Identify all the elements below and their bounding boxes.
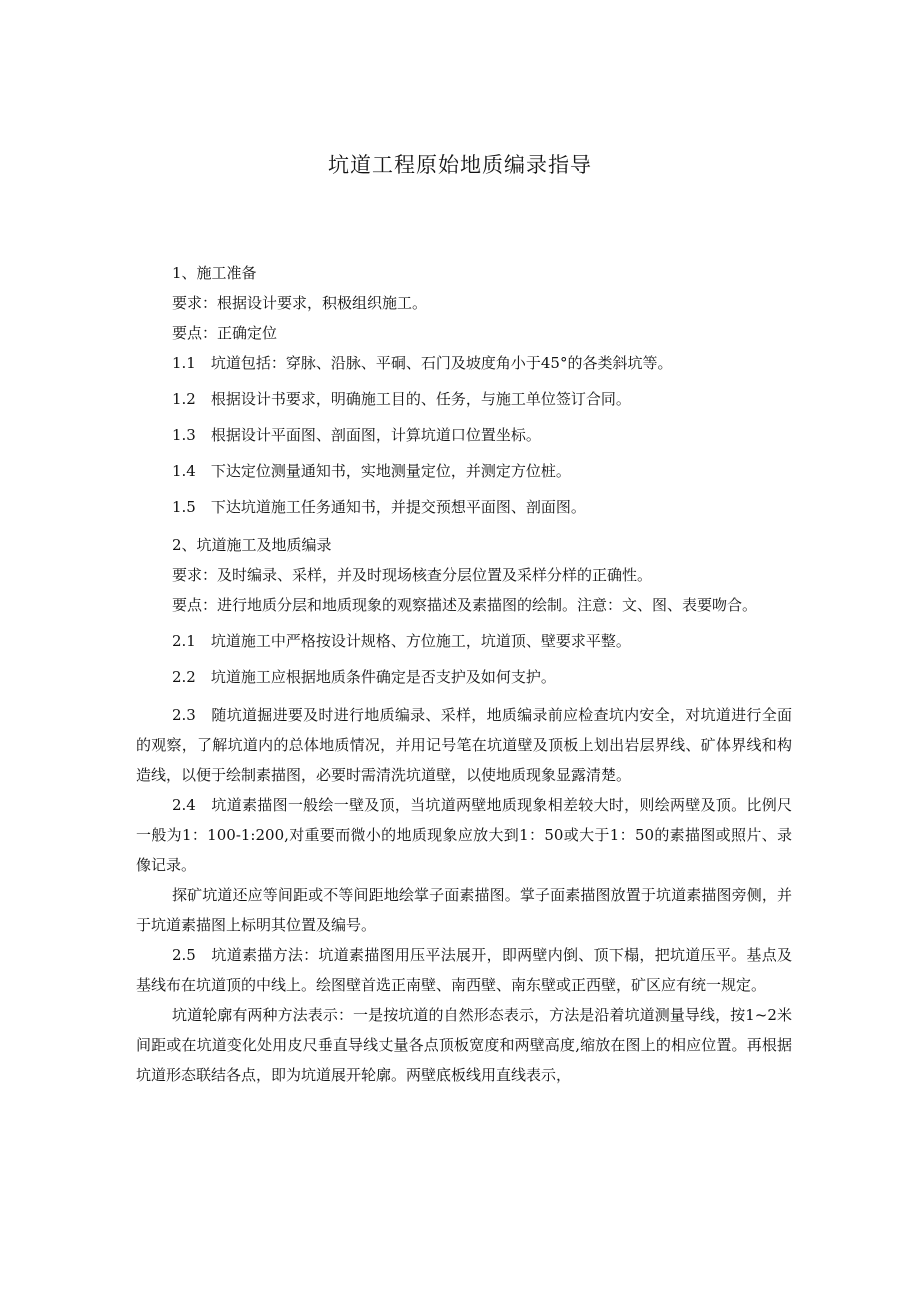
list-item: 1.2 根据设计书要求，明确施工目的、任务，与施工单位签订合同。 (172, 390, 631, 408)
paragraph: 要点：进行地质分层和地质现象的观察描述及素描图的绘制。注意：文、图、表要吻合。 (172, 596, 758, 614)
list-item: 1.3 根据设计平面图、剖面图，计算坑道口位置坐标。 (172, 426, 541, 444)
paragraph: 2.3 随坑道掘进要及时进行地质编录、采样，地质编录前应检查坑内安全，对坑道进行全面的观察，了解坑道内的总体地质情况，并用记号笔在坑道壁及顶板上划出岩层界线、矿体界线和构造线，以便于绘制素描图，必要时需清洗坑道壁，以使地质现象显露清楚。 (136, 706, 792, 784)
list-item: 2.2 坑道施工应根据地质条件确定是否支护及如何支护。 (172, 668, 556, 686)
section-heading: 1、施工准备 (172, 264, 257, 282)
document-title: 坑道工程原始地质编录指导 (328, 153, 592, 177)
paragraph: 要求：及时编录、采样，并及时现场核查分层位置及采样分样的正确性。 (172, 566, 653, 584)
document-body (136, 258, 792, 1090)
list-item: 1.5 下达坑道施工任务通知书，并提交预想平面图、剖面图。 (172, 498, 586, 516)
paragraph: 要点：正确定位 (172, 324, 278, 342)
list-item: 1.4 下达定位测量通知书，实地测量定位，并测定方位桩。 (172, 462, 571, 480)
paragraph: 2.5 坑道素描方法：坑道素描图用压平法展开，即两壁内倒、顶下榻，把坑道压平。基点及基线布在坑道顶的中线上。绘图壁首选正南壁、南西壁、南东壁或正西壁，矿区应有统一规定。 (136, 946, 792, 994)
paragraph: 坑道轮廓有两种方法表示：一是按坑道的自然形态表示，方法是沿着坑道测量导线，按1~2米间距或在坑道变化处用皮尺垂直导线丈量各点顶板宽度和两壁高度,缩放在图上的相应位置。再根据坑道形态联结各点，即为坑道展开轮廓。两壁底板线用直线表示， (136, 1006, 792, 1084)
paragraph: 探矿坑道还应等间距或不等间距地绘掌子面素描图。掌子面素描图放置于坑道素描图旁侧，并于坑道素描图上标明其位置及编号。 (136, 886, 792, 934)
list-item: 1.1 坑道包括：穿脉、沿脉、平硐、石门及坡度角小于45°的各类斜坑等。 (172, 354, 673, 372)
list-item: 2.1 坑道施工中严格按设计规格、方位施工，坑道顶、壁要求平整。 (172, 632, 631, 650)
paragraph: 2.4 坑道素描图一般绘一壁及顶，当坑道两壁地质现象相差较大时，则绘两壁及顶。比例尺一般为1：100-1:200,对重要而微小的地质现象应放大到1：50或大于1：50的素描图或照片、录像记录。 (136, 796, 792, 874)
section-heading: 2、坑道施工及地质编录 (172, 536, 332, 554)
paragraph: 要求：根据设计要求，积极组织施工。 (172, 294, 428, 312)
